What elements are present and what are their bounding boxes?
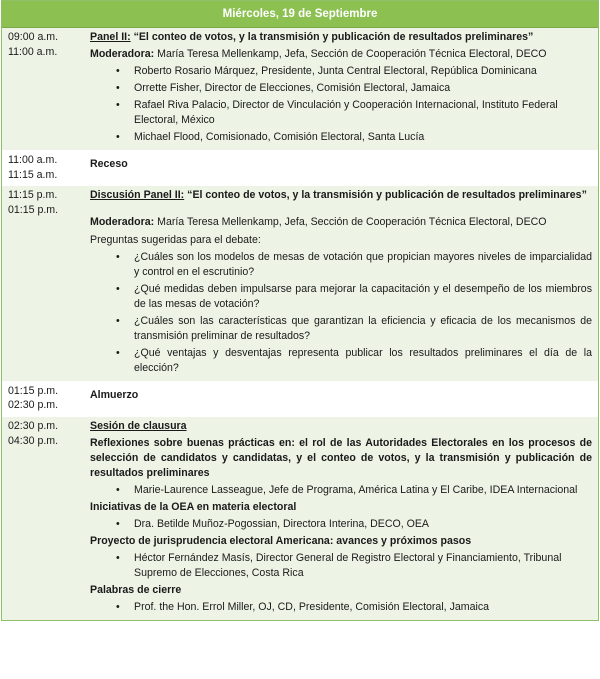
session-label: Sesión de clausura xyxy=(90,420,187,432)
list-item: • Michael Flood, Comisionado, Comisión Electoral, Santa Lucía xyxy=(90,130,592,145)
bullet-icon: • xyxy=(116,601,120,614)
time-cell xyxy=(2,417,86,620)
session-cell xyxy=(86,382,598,416)
moderator-label: Moderadora: xyxy=(90,48,155,61)
speaker-list xyxy=(90,64,592,145)
list-item: • ¿Qué ventajas y desventajas representa publicar los resultados preliminares el día de la elección? xyxy=(116,346,592,374)
agenda-row-break xyxy=(2,151,598,186)
time-cell xyxy=(2,186,86,380)
list-item: • ¿Cuáles son los modelos de mesas de votación que propician mayores niveles de imparcialidad y control en el escrutinio? xyxy=(116,250,592,278)
start-time: 11:15 p.m. xyxy=(8,189,58,202)
list-item: • ¿Qué medidas deben impulsarse para mejorar la capacitación y el desempeño de los miembros de las mesas de votación? xyxy=(116,282,592,310)
list-item: • Dra. Betilde Muñoz-Pogossian, Directora Interina, DECO, OEA xyxy=(90,517,592,532)
question-list xyxy=(90,250,592,376)
date-header: Miércoles, 19 de Septiembre xyxy=(2,1,598,28)
speaker-list xyxy=(90,600,592,615)
lunch-label: Almuerzo xyxy=(90,388,139,401)
bullet-icon: • xyxy=(116,346,120,359)
list-item: • Rafael Riva Palacio, Director de Vinculación y Cooperación Internacional, Instituto Federal Electoral, México xyxy=(116,99,558,127)
end-time: 11:00 a.m. xyxy=(8,45,58,58)
start-time: 09:00 a.m. xyxy=(8,31,59,43)
bullet-icon: • xyxy=(116,518,120,531)
list-item: • Marie-Laurence Lasseague, Jefe de Programa, América Latina y El Caribe, IDEA Internacional xyxy=(90,483,592,498)
session-label: Panel II: xyxy=(90,31,131,43)
bullet-icon: • xyxy=(116,250,120,263)
bullet-icon: • xyxy=(116,552,120,565)
bullet-icon: • xyxy=(116,484,120,497)
end-time: 01:15 p.m. xyxy=(8,204,59,217)
palabras-heading: Palabras de cierre xyxy=(90,584,182,597)
bullet-icon: • xyxy=(116,65,120,78)
speaker-list xyxy=(90,483,592,498)
bullet-icon: • xyxy=(116,99,120,112)
agenda-row-discussion xyxy=(2,186,598,381)
session-cell xyxy=(86,186,598,380)
session-cell xyxy=(86,417,598,620)
proyecto-heading: Proyecto de jurisprudencia electoral Americana: avances y próximos pasos xyxy=(90,535,472,548)
session-label: Discusión Panel II: xyxy=(90,189,185,202)
reflexiones-heading: Reflexiones sobre buenas prácticas en: el rol de las Autoridades Electorales en los procesos de selección de candidatos y candidatas, y el conteo de votos, y la transmisión y publicación de resultados preliminares xyxy=(90,437,592,480)
bullet-icon: • xyxy=(116,282,120,295)
session-title: “El conteo de votos, y la transmisión y publicación de resultados preliminares” xyxy=(130,31,534,43)
start-time: 11:00 a.m. xyxy=(8,154,58,167)
bullet-icon: • xyxy=(116,314,120,327)
time-cell xyxy=(2,28,86,150)
speaker-list xyxy=(90,517,592,532)
speaker-list xyxy=(90,551,592,581)
moderator-text: María Teresa Mellenkamp, Jefa, Sección de Cooperación Técnica Electoral, DECO xyxy=(154,216,547,229)
time-cell xyxy=(2,151,86,185)
iniciativas-heading: Iniciativas de la OEA en materia electoral xyxy=(90,501,297,514)
time-cell xyxy=(2,382,86,416)
session-title: “El conteo de votos, y la transmisión y publicación de resultados preliminares” xyxy=(184,189,587,202)
list-item: • Héctor Fernández Masís, Director General de Registro Electoral y Financiamiento, Tribunal Supremo de Elecciones, Costa Rica xyxy=(116,552,562,580)
list-item: • Orrette Fisher, Director de Elecciones, Comisión Electoral, Jamaica xyxy=(90,81,592,96)
break-label: Receso xyxy=(90,158,128,171)
list-item: • ¿Cuáles son las características que garantizan la eficiencia y eficacia de los mecanismos de transmisión preliminar de resultados? xyxy=(116,314,592,342)
session-cell xyxy=(86,28,598,150)
agenda-table xyxy=(1,0,599,621)
agenda-row-panel xyxy=(2,28,598,151)
moderator-label: Moderadora: xyxy=(90,216,155,229)
agenda-row-closing xyxy=(2,417,598,620)
session-cell xyxy=(86,151,598,185)
agenda-row-lunch xyxy=(2,382,598,417)
start-time: 01:15 p.m. xyxy=(8,384,59,397)
end-time: 11:15 a.m. xyxy=(8,168,58,181)
list-item: • Roberto Rosario Márquez, Presidente, Junta Central Electoral, República Dominicana xyxy=(90,64,592,79)
moderator-text: María Teresa Mellenkamp, Jefa, Sección de Cooperación Técnica Electoral, DECO xyxy=(154,48,547,61)
start-time: 02:30 p.m. xyxy=(8,420,59,432)
end-time: 04:30 p.m. xyxy=(8,434,59,447)
questions-intro: Preguntas sugeridas para el debate: xyxy=(90,233,261,246)
list-item: • Prof. the Hon. Errol Miller, OJ, CD, Presidente, Comisión Electoral, Jamaica xyxy=(90,600,592,615)
bullet-icon: • xyxy=(116,82,120,95)
end-time: 02:30 p.m. xyxy=(8,399,59,412)
bullet-icon: • xyxy=(116,131,120,144)
